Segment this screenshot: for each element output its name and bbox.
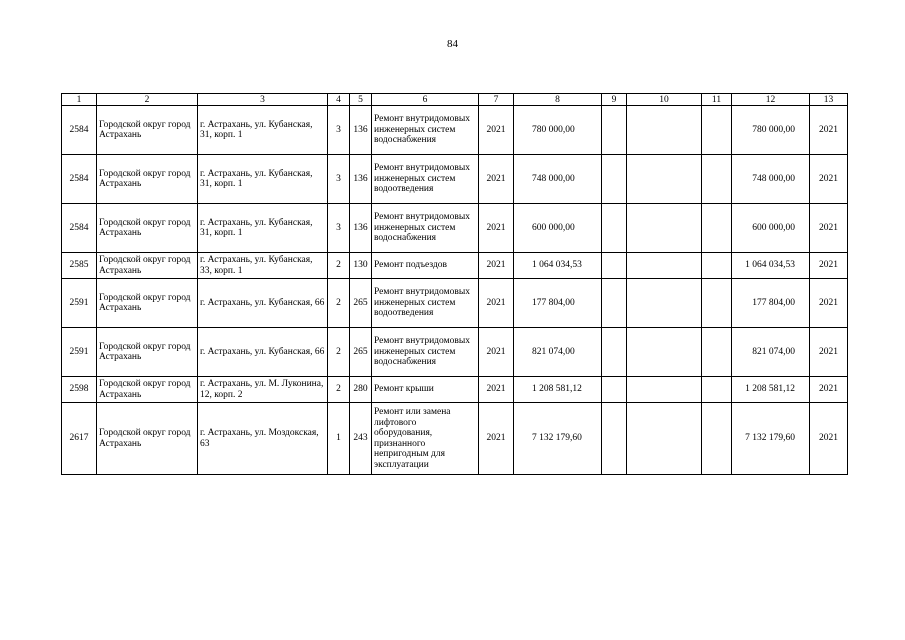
col-4-value: 2 (328, 328, 350, 377)
end-year: 2021 (810, 204, 848, 253)
table-row (62, 279, 848, 328)
col-5-value: 130 (350, 253, 372, 279)
column-header: 11 (702, 94, 732, 106)
address: г. Астрахань, ул. Моздокская, 63 (198, 403, 328, 475)
col-9-value (602, 377, 627, 403)
column-header: 8 (514, 94, 602, 106)
col-9-value (602, 204, 627, 253)
table-row (62, 377, 848, 403)
municipality: Городской округ город Астрахань (97, 328, 198, 377)
column-header: 3 (198, 94, 328, 106)
table-row (62, 253, 848, 279)
municipality: Городской округ город Астрахань (97, 279, 198, 328)
col-4-value: 3 (328, 204, 350, 253)
row-id: 2591 (62, 279, 97, 328)
address: г. Астрахань, ул. М. Луконина, 12, корп. 2 (198, 377, 328, 403)
end-year: 2021 (810, 155, 848, 204)
address: г. Астрахань, ул. Кубанская, 66 (198, 328, 328, 377)
amount: 1 208 581,12 (514, 377, 602, 403)
municipality: Городской округ город Астрахань (97, 204, 198, 253)
total-amount: 7 132 179,60 (732, 403, 810, 475)
col-4-value: 3 (328, 155, 350, 204)
municipality: Городской округ город Астрахань (97, 155, 198, 204)
year: 2021 (479, 155, 514, 204)
total-amount: 1 208 581,12 (732, 377, 810, 403)
col-4-value: 1 (328, 403, 350, 475)
total-amount: 780 000,00 (732, 106, 810, 155)
col-10-value (627, 204, 702, 253)
work-type: Ремонт внутридомовых инженерных систем водоснабжения (372, 106, 479, 155)
col-10-value (627, 279, 702, 328)
end-year: 2021 (810, 253, 848, 279)
year: 2021 (479, 328, 514, 377)
col-4-value: 2 (328, 279, 350, 328)
table-row (62, 155, 848, 204)
work-type: Ремонт внутридомовых инженерных систем водоотведения (372, 279, 479, 328)
end-year: 2021 (810, 106, 848, 155)
col-10-value (627, 328, 702, 377)
end-year: 2021 (810, 403, 848, 475)
column-header: 6 (372, 94, 479, 106)
work-type: Ремонт подъездов (372, 253, 479, 279)
amount: 1 064 034,53 (514, 253, 602, 279)
amount: 748 000,00 (514, 155, 602, 204)
row-id: 2584 (62, 204, 97, 253)
total-amount: 1 064 034,53 (732, 253, 810, 279)
column-header: 5 (350, 94, 372, 106)
year: 2021 (479, 377, 514, 403)
work-type: Ремонт внутридомовых инженерных систем водоотведения (372, 155, 479, 204)
col-5-value: 265 (350, 279, 372, 328)
amount: 177 804,00 (514, 279, 602, 328)
col-4-value: 2 (328, 253, 350, 279)
row-id: 2617 (62, 403, 97, 475)
col-11-value (702, 155, 732, 204)
end-year: 2021 (810, 328, 848, 377)
col-11-value (702, 253, 732, 279)
end-year: 2021 (810, 377, 848, 403)
column-number-row (62, 94, 848, 106)
municipality: Городской округ город Астрахань (97, 253, 198, 279)
amount: 600 000,00 (514, 204, 602, 253)
col-11-value (702, 403, 732, 475)
total-amount: 600 000,00 (732, 204, 810, 253)
total-amount: 748 000,00 (732, 155, 810, 204)
amount: 7 132 179,60 (514, 403, 602, 475)
total-amount: 177 804,00 (732, 279, 810, 328)
col-11-value (702, 106, 732, 155)
address: г. Астрахань, ул. Кубанская, 31, корп. 1 (198, 204, 328, 253)
col-5-value: 265 (350, 328, 372, 377)
col-9-value (602, 253, 627, 279)
col-5-value: 136 (350, 204, 372, 253)
column-header: 1 (62, 94, 97, 106)
col-9-value (602, 106, 627, 155)
col-4-value: 2 (328, 377, 350, 403)
address: г. Астрахань, ул. Кубанская, 31, корп. 1 (198, 155, 328, 204)
work-type: Ремонт или замена лифтового оборудования, признанного непригодным для эксплуатации (372, 403, 479, 475)
column-header: 13 (810, 94, 848, 106)
col-5-value: 280 (350, 377, 372, 403)
col-5-value: 136 (350, 106, 372, 155)
table-row (62, 204, 848, 253)
year: 2021 (479, 204, 514, 253)
col-10-value (627, 155, 702, 204)
col-11-value (702, 328, 732, 377)
amount: 780 000,00 (514, 106, 602, 155)
row-id: 2591 (62, 328, 97, 377)
col-9-value (602, 155, 627, 204)
col-4-value: 3 (328, 106, 350, 155)
page-number: 84 (447, 38, 458, 50)
year: 2021 (479, 279, 514, 328)
table-row (62, 106, 848, 155)
table-row (62, 403, 848, 475)
municipality: Городской округ город Астрахань (97, 377, 198, 403)
column-header: 9 (602, 94, 627, 106)
work-type: Ремонт внутридомовых инженерных систем водоснабжения (372, 204, 479, 253)
col-11-value (702, 279, 732, 328)
col-9-value (602, 279, 627, 328)
municipality: Городской округ город Астрахань (97, 106, 198, 155)
address: г. Астрахань, ул. Кубанская, 33, корп. 1 (198, 253, 328, 279)
address: г. Астрахань, ул. Кубанская, 31, корп. 1 (198, 106, 328, 155)
year: 2021 (479, 106, 514, 155)
column-header: 12 (732, 94, 810, 106)
col-9-value (602, 328, 627, 377)
col-11-value (702, 377, 732, 403)
column-header: 10 (627, 94, 702, 106)
column-header: 7 (479, 94, 514, 106)
col-10-value (627, 253, 702, 279)
col-5-value: 136 (350, 155, 372, 204)
row-id: 2584 (62, 155, 97, 204)
col-11-value (702, 204, 732, 253)
municipality: Городской округ город Астрахань (97, 403, 198, 475)
year: 2021 (479, 253, 514, 279)
work-type: Ремонт крыши (372, 377, 479, 403)
col-9-value (602, 403, 627, 475)
row-id: 2584 (62, 106, 97, 155)
total-amount: 821 074,00 (732, 328, 810, 377)
end-year: 2021 (810, 279, 848, 328)
amount: 821 074,00 (514, 328, 602, 377)
address: г. Астрахань, ул. Кубанская, 66 (198, 279, 328, 328)
work-type: Ремонт внутридомовых инженерных систем водоснабжения (372, 328, 479, 377)
column-header: 4 (328, 94, 350, 106)
col-10-value (627, 403, 702, 475)
table-row (62, 328, 848, 377)
year: 2021 (479, 403, 514, 475)
col-5-value: 243 (350, 403, 372, 475)
registry-table (61, 93, 848, 475)
col-10-value (627, 377, 702, 403)
row-id: 2598 (62, 377, 97, 403)
column-header: 2 (97, 94, 198, 106)
col-10-value (627, 106, 702, 155)
row-id: 2585 (62, 253, 97, 279)
